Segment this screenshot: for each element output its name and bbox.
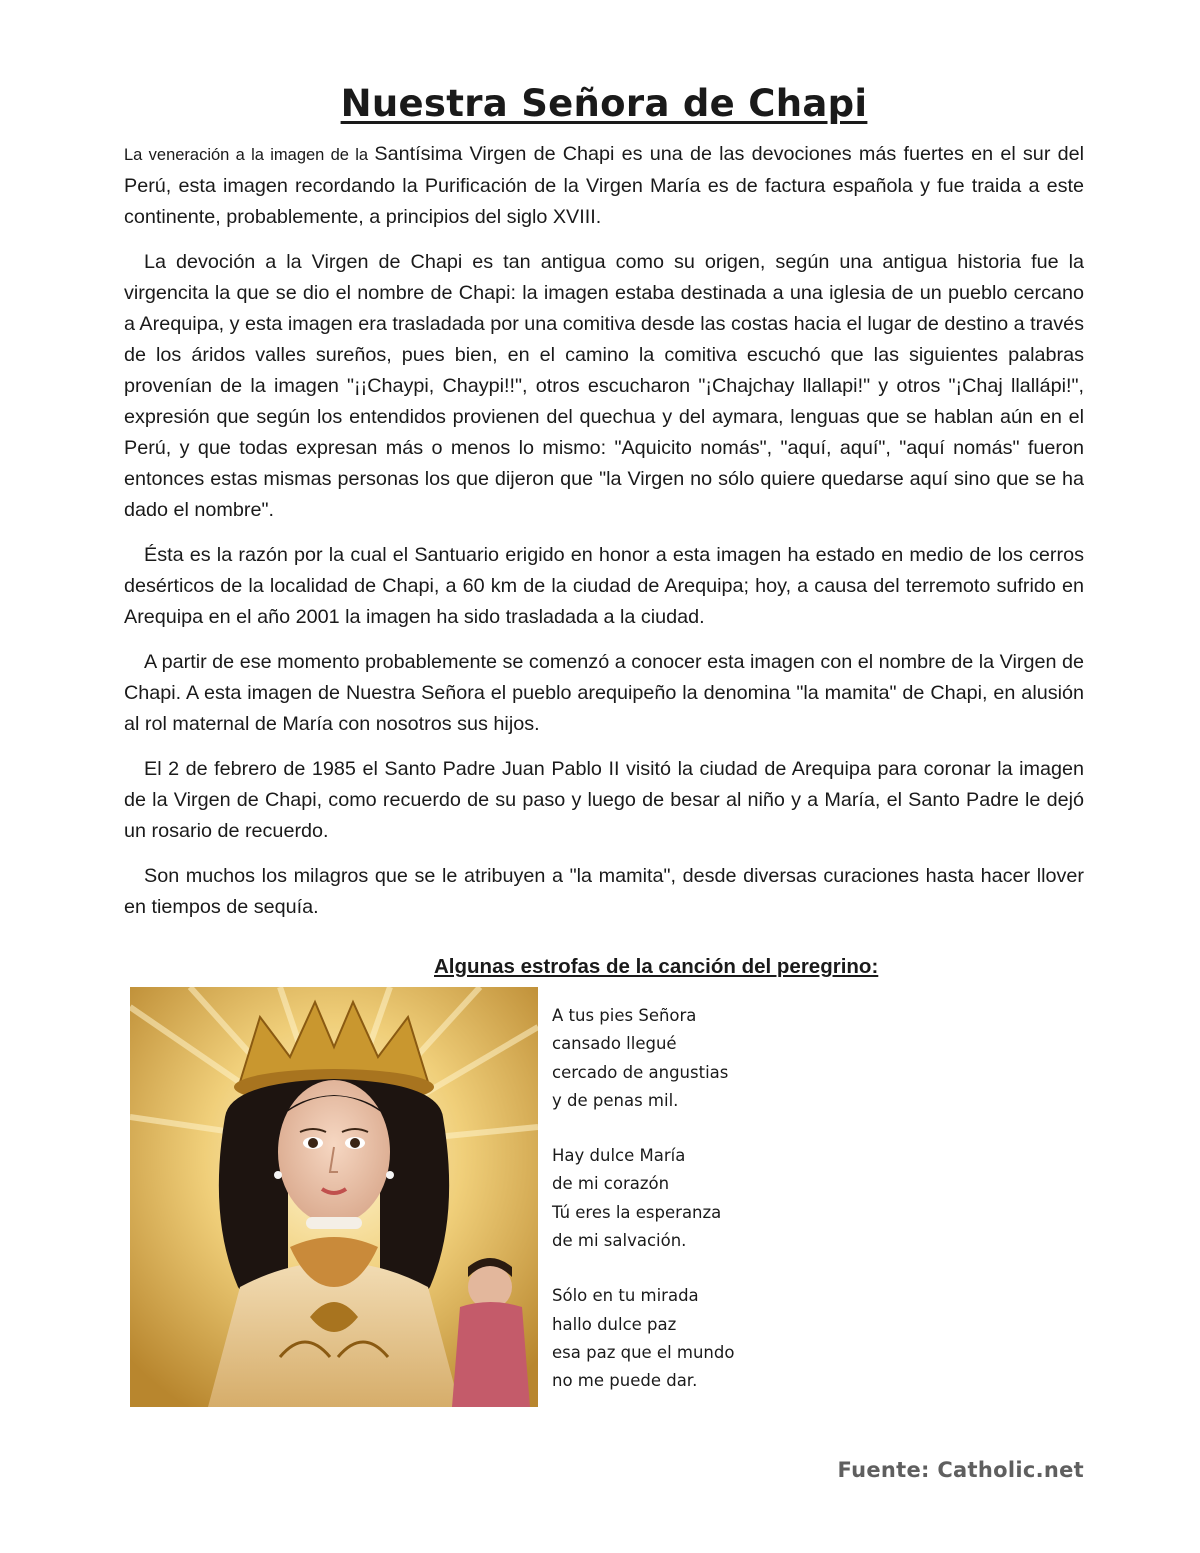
verse-line: esa paz que el mundo — [552, 1342, 735, 1362]
song-verses — [552, 1002, 734, 1423]
verse-line: Tú eres la esperanza — [552, 1202, 722, 1222]
paragraph-2: La devoción a la Virgen de Chapi es tan antigua como su origen, según una antigua historia fue la virgencita la que se dio el nombre de Chapi: la imagen estaba destinada a una iglesia de un pueblo cercano a Arequipa, y esta imagen era trasladada por una comitiva desde las costas hacia el lugar de destino a través de los áridos valles sureños, pues bien, en el camino la comitiva escuchó que las siguientes palabras provenían de la imagen "¡¡Chaypi, Chaypi!!", otros escucharon "¡Chajchay llallapi!" y otros "¡Chaj llallápi!", expresión que según los entendidos provienen del quechua y del aymara, lenguas que se hablan aún en el Perú, y que todas expresan más o menos lo mismo: "Aquicito nomás", "aquí, aquí", "aquí nomás" fueron entonces estas mismas personas los que dijeron que "la Virgen no sólo quiere quedarse aquí sino que se ha dado el nombre". — [124, 251, 1084, 521]
page-title: Nuestra Señora de Chapi — [340, 82, 868, 125]
verse-line: A tus pies Señora — [552, 1006, 697, 1025]
verse-line: hallo dulce paz — [552, 1314, 677, 1334]
paragraph-5: El 2 de febrero de 1985 el Santo Padre Juan Pablo II visitó la ciudad de Arequipa para coronar la imagen de la Virgen de Chapi, como recuerdo de su paso y luego de besar al niño y a María, el Santo Padre le dejó un rosario de recuerdo. — [124, 758, 1084, 842]
paragraph-6: Son muchos los milagros que se le atribuyen a "la mamita", desde diversas curaciones hasta hacer llover en tiempos de sequía. — [124, 865, 1084, 918]
verse-line: no me puede dar. — [552, 1371, 698, 1391]
virgin-illustration — [130, 987, 538, 1407]
song-heading: Algunas estrofas de la canción del peregrino: — [434, 955, 879, 978]
verse-line: Hay dulce María — [552, 1146, 686, 1166]
document-page — [124, 82, 1084, 1391]
paragraph-4: A partir de ese momento probablemente se comenzó a conocer esta imagen con el nombre de la Virgen de Chapi. A esta imagen de Nuestra Señora el pueblo arequipeño la denomina "la mamita" de Chapi, en alusión al rol maternal de María con nosotros sus hijos. — [124, 651, 1084, 735]
virgin-image — [130, 987, 538, 1407]
verse-line: de mi corazón — [552, 1174, 670, 1194]
verse-line: cansado llegué — [552, 1034, 677, 1054]
verse-line: cercado de angustias — [552, 1062, 729, 1082]
stanza-3 — [552, 1282, 734, 1395]
paragraph-1 — [124, 139, 1084, 233]
stanza-1 — [552, 1002, 734, 1115]
paragraph-3: Ésta es la razón por la cual el Santuario erigido en honor a esta imagen ha estado en medio de los cerros desérticos de la localidad de Chapi, a 60 km de la ciudad de Arequipa; hoy, a causa del terremoto sufrido en Arequipa en el año 2001 la imagen ha sido trasladada a la ciudad. — [124, 544, 1084, 628]
verse-line: Sólo en tu mirada — [552, 1286, 699, 1306]
paragraph-1-text: Santísima Virgen de Chapi es una de las devociones más fuertes en el sur del Perú, esta imagen recordando la Purificación de la Virgen María es de factura española y fue traida a este continente, probablemente, a principios del siglo XVIII. — [124, 143, 1084, 228]
verse-line: y de penas mil. — [552, 1090, 679, 1110]
source-credit: Fuente: Catholic.net — [837, 1458, 1084, 1482]
paragraph-lead: La veneración a la imagen de la — [124, 146, 375, 164]
stanza-2 — [552, 1142, 734, 1255]
verse-line: de mi salvación. — [552, 1231, 687, 1251]
